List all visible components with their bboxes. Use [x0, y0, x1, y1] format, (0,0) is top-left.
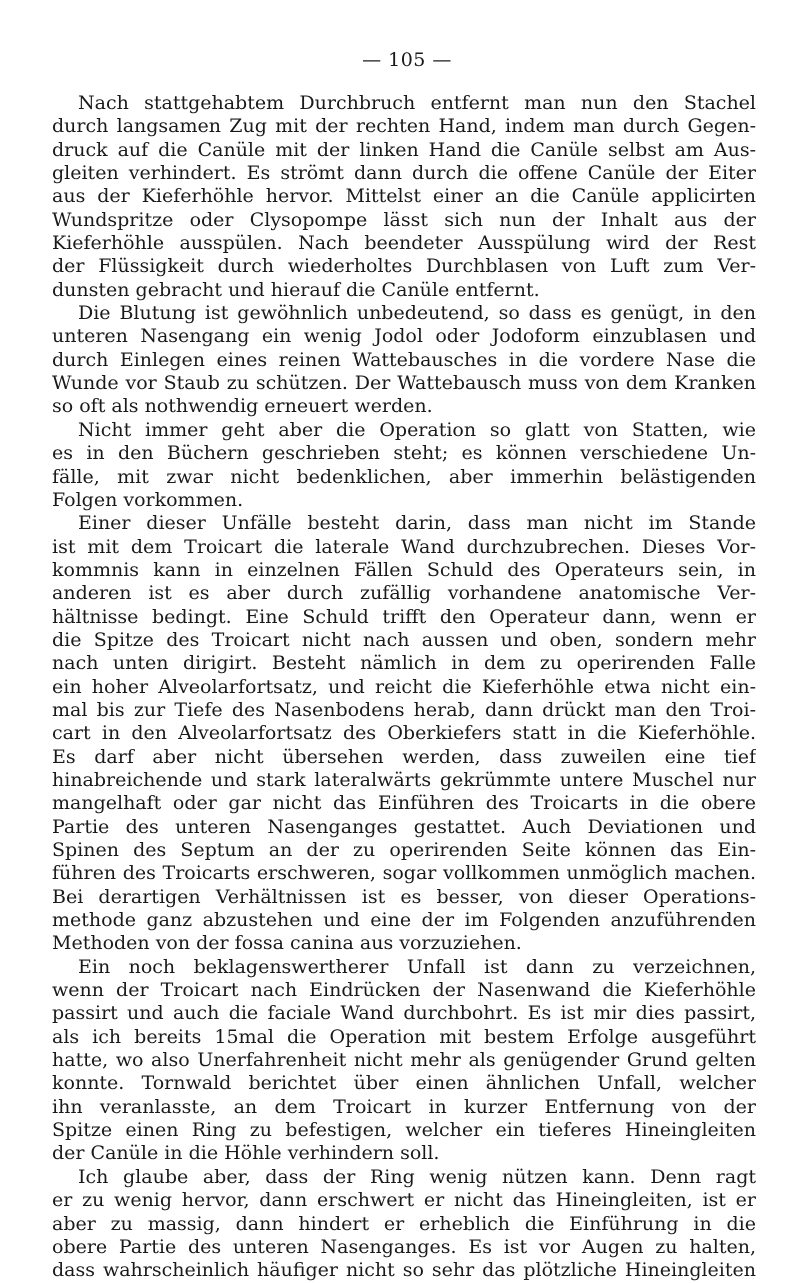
- text-line: anderen ist es aber durch zufällig vorhandene anatomische Ver-: [52, 582, 756, 605]
- text-line: die Spitze des Troicart nicht nach aussen und oben, sondern mehr: [52, 628, 756, 651]
- text-line: aus der Kieferhöhle hervor. Mittelst einer an die Canüle applicirten: [52, 185, 756, 208]
- book-page: [52, 48, 756, 1283]
- text-line: obere Partie des unteren Nasenganges. Es ist vor Augen zu halten,: [52, 1235, 756, 1258]
- paragraph: [52, 512, 756, 956]
- text-line: Einer dieser Unfälle besteht darin, dass man nicht im Stande: [78, 512, 756, 535]
- text-line: mal bis zur Tiefe des Nasenbodens herab, dann drückt man den Troi-: [52, 698, 756, 721]
- text-line: hinabreichende und stark lateralwärts gekrümmte untere Muschel nur: [52, 768, 756, 791]
- paragraph: [52, 92, 756, 302]
- text-line: aber zu massig, dann hindert er erheblich die Einführung in die: [52, 1212, 756, 1235]
- text-line: ist mit dem Troicart die laterale Wand durchzubrechen. Dieses Vor-: [52, 535, 756, 558]
- text-line: kommnis kann in einzelnen Fällen Schuld des Operateurs sein, in: [52, 558, 756, 581]
- text-line: ihn veranlasste, an dem Troicart in kurzer Entfernung von der: [52, 1095, 756, 1118]
- text-line: Partie des unteren Nasenganges gestattet. Auch Deviationen und: [52, 815, 756, 838]
- text-line: Ein noch beklagenswertherer Unfall ist dann zu verzeichnen,: [78, 955, 756, 978]
- text-line: als ich bereits 15mal die Operation mit bestem Erfolge ausgeführt: [52, 1025, 756, 1048]
- text-line: hältnisse bedingt. Eine Schuld trifft den Operateur dann, wenn er: [52, 605, 756, 628]
- text-line: Spinen des Septum an der zu operirenden Seite können das Ein-: [52, 839, 756, 861]
- text-line: Die Blutung ist gewöhnlich unbedeutend, so dass es genügt, in den: [78, 302, 756, 325]
- text-line: der Canüle in die Höhle verhindern soll.: [52, 1142, 440, 1165]
- text-line: durch Einlegen eines reinen Wattebausches in die vordere Nase die: [52, 348, 756, 371]
- text-line: passirt und auch die faciale Wand durchbohrt. Es ist mir dies passirt,: [52, 1002, 756, 1025]
- text-line: hatte, wo also Unerfahrenheit nicht mehr als genügender Grund gelten: [52, 1049, 756, 1072]
- text-line: fälle, mit zwar nicht bedenklichen, aber immerhin belästigenden: [52, 465, 756, 488]
- text-line: dunsten gebracht und hierauf die Canüle entfernt.: [52, 278, 540, 301]
- text-line: Folgen vorkommen.: [52, 488, 244, 511]
- text-line: er zu wenig hervor, dann erschwert er nicht das Hineingleiten, ist er: [52, 1189, 756, 1212]
- paragraph: [52, 419, 756, 512]
- paragraph: [52, 1166, 756, 1283]
- text-line: der Flüssigkeit durch wiederholtes Durchblasen von Luft zum Ver-: [52, 255, 756, 278]
- text-line: Ich glaube aber, dass der Ring wenig nützen kann. Denn ragt: [78, 1165, 756, 1188]
- text-line: Methoden von der fossa canina aus vorzuziehen.: [52, 932, 522, 955]
- text-line: nach unten dirigirt. Besteht nämlich in dem zu operirenden Falle: [52, 652, 756, 675]
- text-line: Nicht immer geht aber die Operation so glatt von Statten, wie: [78, 418, 756, 441]
- text-line: methode ganz abzustehen und eine der im Folgenden anzuführenden: [52, 909, 756, 932]
- text-line: unteren Nasengang ein wenig Jodol oder Jodoform einzublasen und: [52, 325, 756, 348]
- text-line: Wunde vor Staub zu schützen. Der Wattebausch muss von dem Kranken: [52, 372, 756, 395]
- text-line: wenn der Troicart nach Eindrücken der Nasenwand die Kieferhöhle: [52, 979, 756, 1002]
- text-line: cart in den Alveolarfortsatz des Oberkiefers statt in die Kieferhöhle.: [52, 722, 756, 745]
- text-line: ein hoher Alveolarfortsatz, und reicht die Kieferhöhle etwa nicht ein-: [52, 675, 756, 698]
- text-line: Es darf aber nicht übersehen werden, dass zuweilen eine tief: [52, 745, 756, 768]
- text-line: Bei derartigen Verhältnissen ist es besser, von dieser Operations-: [52, 885, 756, 908]
- text-line: konnte. Tornwald berichtet über einen ähnlichen Unfall, welcher: [52, 1072, 756, 1095]
- text-line: es in den Büchern geschrieben steht; es können verschiedene Un-: [52, 442, 756, 465]
- page-number: — 105 —: [362, 49, 452, 71]
- page-body-text: [52, 92, 756, 1283]
- text-line: mangelhaft oder gar nicht das Einführen des Troicarts in die obere: [52, 792, 756, 815]
- text-line: gleiten verhindert. Es strömt dann durch die offene Canüle der Eiter: [52, 162, 756, 185]
- text-line: führen des Troicarts erschweren, sogar vollkommen unmöglich machen.: [52, 862, 756, 885]
- text-line: dass wahrscheinlich häufiger nicht so sehr das plötzliche Hineingleiten: [52, 1259, 756, 1282]
- text-line: Wundspritze oder Clysopompe lässt sich nun der Inhalt aus der: [52, 208, 756, 231]
- text-line: durch langsamen Zug mit der rechten Hand, indem man durch Gegen-: [52, 115, 756, 138]
- text-line: Nach stattgehabtem Durchbruch entfernt man nun den Stachel: [78, 92, 756, 114]
- text-line: so oft als nothwendig erneuert werden.: [52, 395, 433, 418]
- text-line: druck auf die Canüle mit der linken Hand die Canüle selbst am Aus-: [52, 138, 756, 161]
- text-line: Spitze einen Ring zu befestigen, welcher ein tieferes Hineingleiten: [52, 1119, 756, 1142]
- paragraph: [52, 956, 756, 1166]
- paragraph: [52, 302, 756, 419]
- text-line: Kieferhöhle ausspülen. Nach beendeter Ausspülung wird der Rest: [52, 232, 756, 255]
